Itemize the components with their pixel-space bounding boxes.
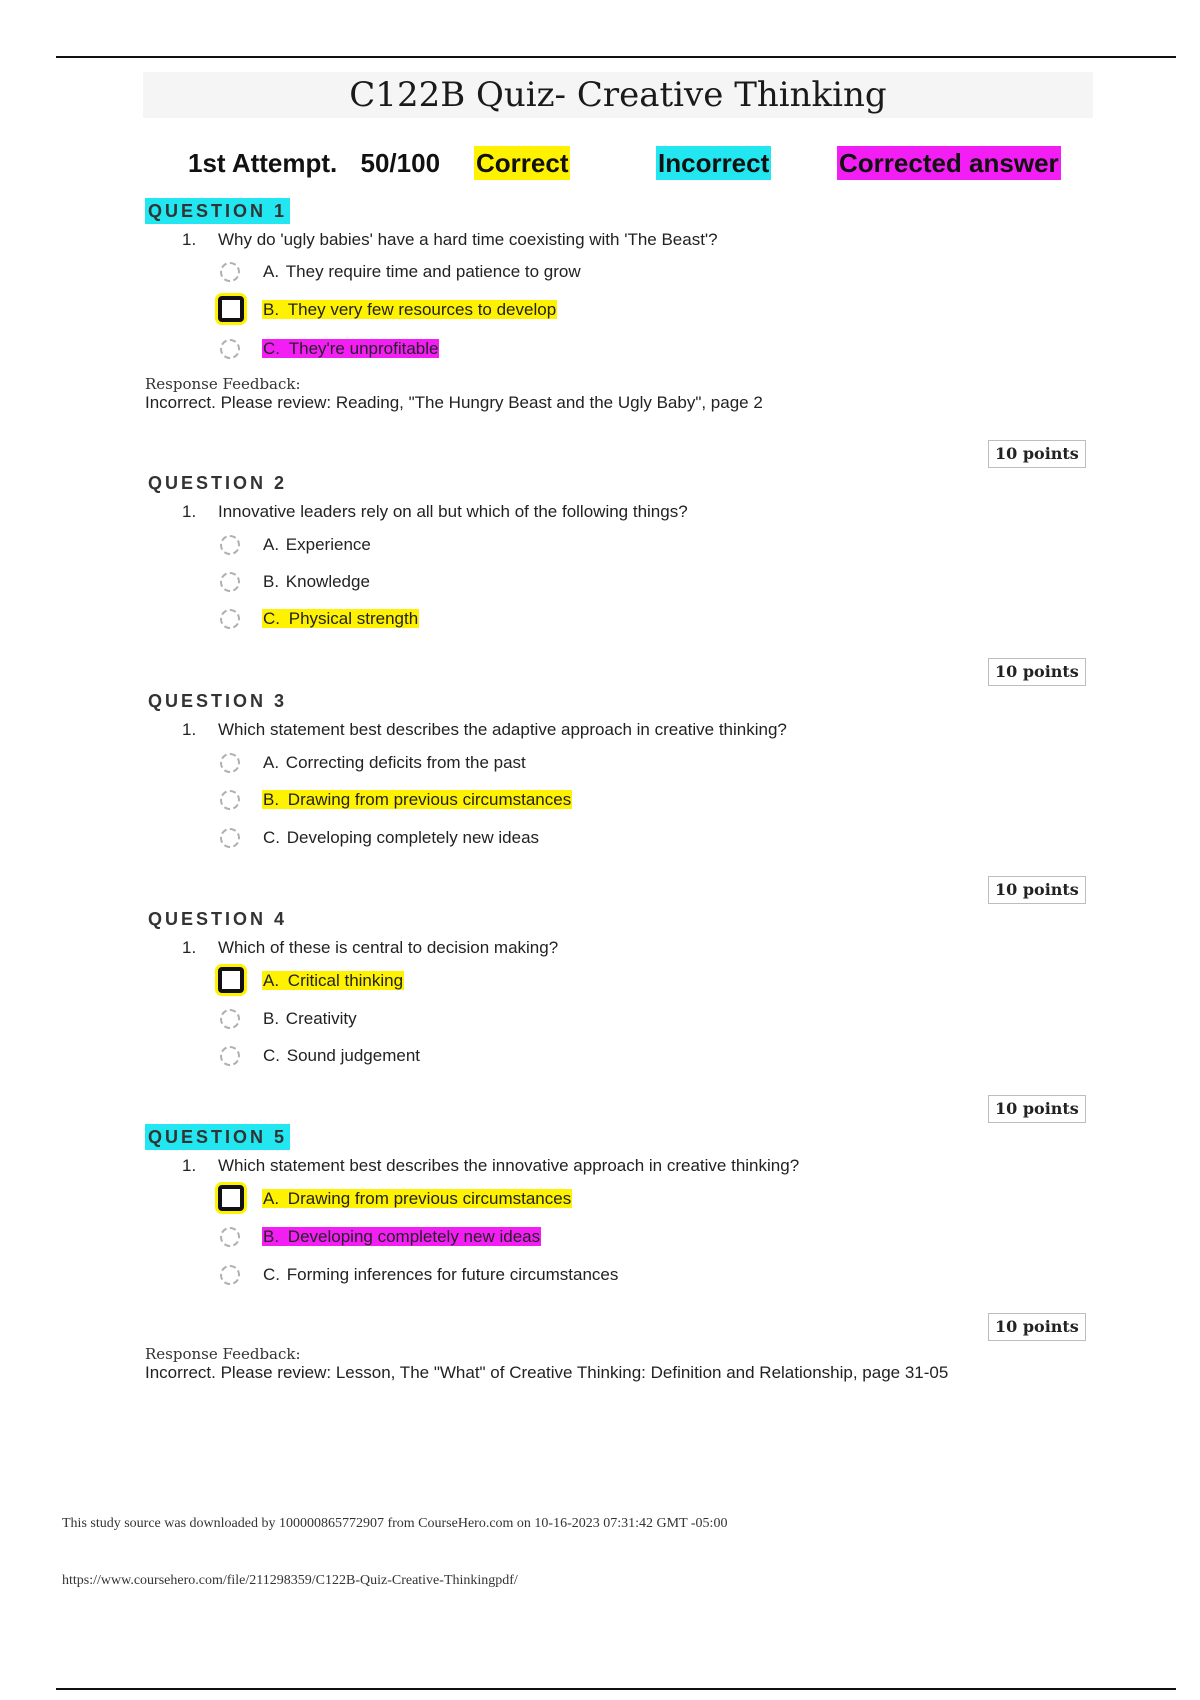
selected-radio-icon[interactable]	[218, 296, 244, 322]
radio-icon[interactable]	[220, 339, 240, 359]
radio-icon[interactable]	[220, 609, 240, 629]
question-4-text: 1. Which of these is central to decision making?	[182, 938, 559, 957]
attempt-label: 1st Attempt.	[188, 148, 338, 178]
radio-icon[interactable]	[220, 1009, 240, 1029]
radio-icon[interactable]	[220, 828, 240, 848]
question-5-text: 1. Which statement best describes the innovative approach in creative thinking?	[182, 1156, 800, 1175]
question-2-text: 1. Innovative leaders rely on all but which of the following things?	[182, 502, 688, 521]
radio-icon[interactable]	[220, 1046, 240, 1066]
radio-icon[interactable]	[220, 572, 240, 592]
radio-icon[interactable]	[220, 1265, 240, 1285]
selected-radio-icon[interactable]	[218, 967, 244, 993]
legend-correct: Correct	[476, 148, 569, 178]
question-3-text: 1. Which statement best describes the adaptive approach in creative thinking?	[182, 720, 787, 739]
radio-icon[interactable]	[220, 262, 240, 282]
question-2-points: 10 points	[988, 658, 1086, 686]
radio-icon[interactable]	[220, 753, 240, 773]
score-value: 50/100	[360, 148, 441, 178]
radio-icon[interactable]	[220, 535, 240, 555]
question-1-feedback-label: Response Feedback:	[145, 375, 301, 393]
legend-corrected-answer: Corrected answer	[839, 148, 1059, 178]
radio-icon[interactable]	[220, 790, 240, 810]
page-title: C122B Quiz- Creative Thinking	[143, 72, 1093, 118]
question-5-points: 10 points	[988, 1313, 1086, 1341]
question-4-heading: QUESTION 4	[148, 909, 288, 929]
question-4-points: 10 points	[988, 1095, 1086, 1123]
selected-radio-icon[interactable]	[218, 1185, 244, 1211]
question-1-feedback: Incorrect. Please review: Reading, "The Hungry Beast and the Ugly Baby", page 2	[145, 393, 763, 412]
top-rule	[56, 56, 1176, 58]
download-notice: This study source was downloaded by 100000865772907 from CourseHero.com on 10-16-2023 07:31:42 GMT -05:00	[62, 1516, 728, 1531]
question-3-heading: QUESTION 3	[148, 691, 288, 711]
bottom-rule	[56, 1688, 1176, 1690]
source-url[interactable]: https://www.coursehero.com/file/211298359/C122B-Quiz-Creative-Thinkingpdf/	[62, 1573, 518, 1588]
score-legend	[186, 146, 442, 180]
question-5-feedback-label: Response Feedback:	[145, 1345, 301, 1363]
question-1-text: 1. Why do 'ugly babies' have a hard time coexisting with 'The Beast'?	[182, 230, 718, 249]
question-3-points: 10 points	[988, 876, 1086, 904]
question-1-points: 10 points	[988, 440, 1086, 468]
question-5-heading: QUESTION 5	[145, 1124, 290, 1150]
radio-icon[interactable]	[220, 1227, 240, 1247]
question-5-feedback: Incorrect. Please review: Lesson, The "What" of Creative Thinking: Definition and Relationship, page 31-05	[145, 1363, 949, 1382]
legend-incorrect: Incorrect	[658, 148, 770, 178]
question-1-heading: QUESTION 1	[145, 198, 290, 224]
question-2-heading: QUESTION 2	[148, 473, 288, 493]
